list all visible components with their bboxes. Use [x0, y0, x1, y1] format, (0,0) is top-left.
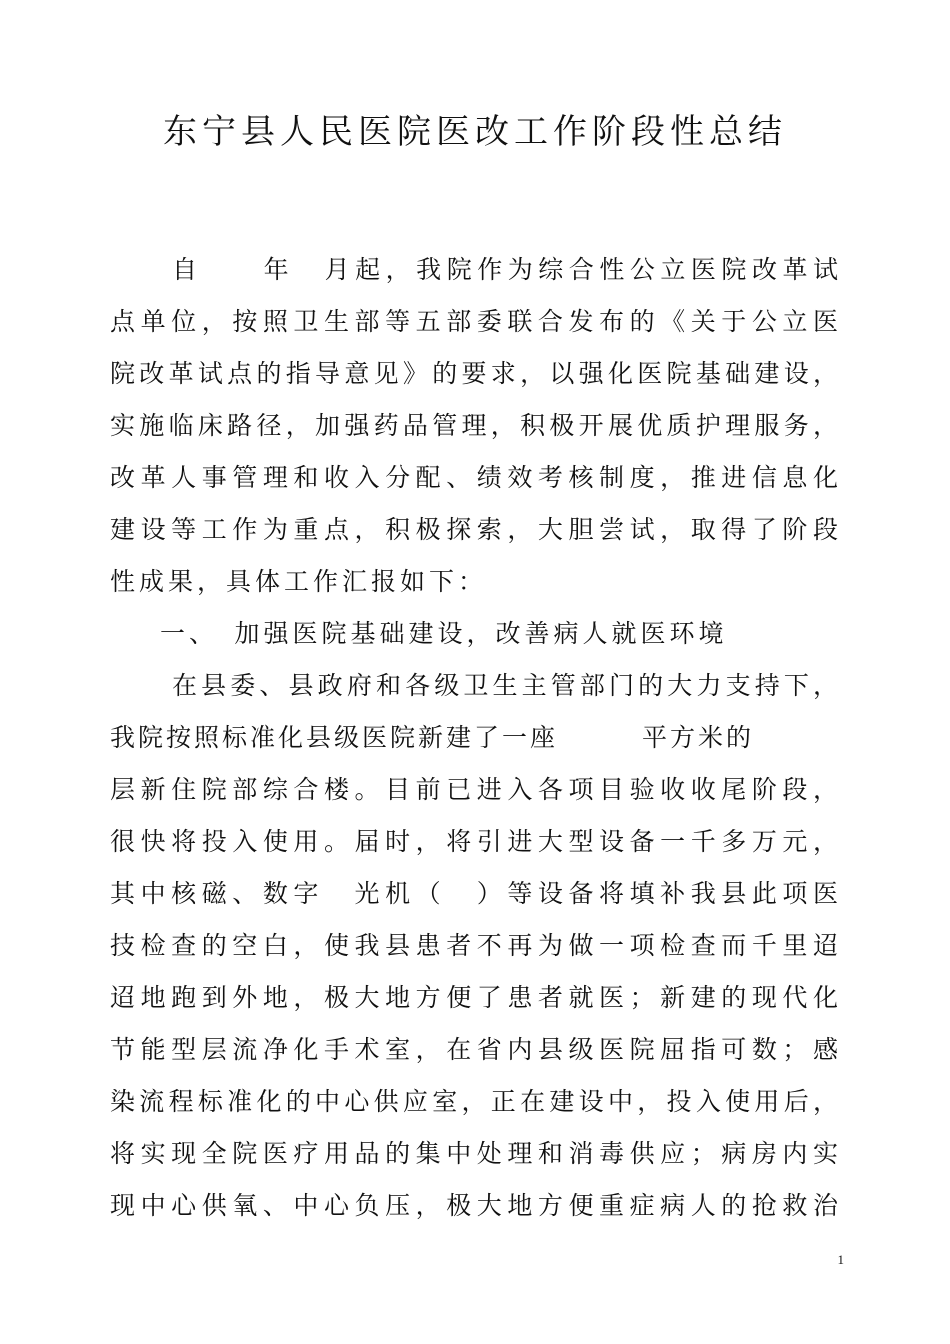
- paragraph-2-line-2: 我院按照标准化县级医院新建了一座 平方米的: [110, 723, 755, 752]
- paragraph-2-line-1: 在县委、县政府和各级卫生主管部门的大力支持下，: [172, 671, 838, 700]
- paragraph-2-line-7: 迢地跑到外地，极大地方便了患者就医；新建的现代化: [110, 983, 838, 1012]
- paragraph-2-line-5: 其中核磁、数字 光机（ ）等设备将填补我县此项医: [110, 879, 838, 908]
- paragraph-2-line-6: 技检查的空白，使我县患者不再为做一项检查而千里迢: [110, 931, 838, 960]
- paragraph-1-line-3: 院改革试点的指导意见》的要求，以强化医院基础建设，: [110, 359, 838, 388]
- page-number: 1: [837, 1252, 844, 1267]
- paragraph-1-line-7: 性成果，具体工作汇报如下：: [110, 567, 488, 596]
- paragraph-1-line-6: 建设等工作为重点，积极探索，大胆尝试，取得了阶段: [110, 515, 838, 544]
- paragraph-2-line-4: 很快将投入使用。届时，将引进大型设备一千多万元，: [110, 827, 838, 856]
- paragraph-2-line-9: 染流程标准化的中心供应室，正在建设中，投入使用后，: [110, 1087, 838, 1116]
- paragraph-2-line-8: 节能型层流净化手术室，在省内县级医院屈指可数；感: [110, 1035, 838, 1064]
- paragraph-1-line-5: 改革人事管理和收入分配、绩效考核制度，推进信息化: [110, 463, 838, 492]
- paragraph-2-line-10: 将实现全院医疗用品的集中处理和消毒供应；病房内实: [110, 1139, 838, 1168]
- paragraph-1-line-4: 实施临床路径，加强药品管理，积极开展优质护理服务，: [110, 411, 838, 440]
- section-heading-1: 一、 加强医院基础建设，改善病人就医环境: [160, 619, 728, 648]
- paragraph-1-line-2: 点单位，按照卫生部等五部委联合发布的《关于公立医: [110, 307, 838, 336]
- paragraph-1-line-1: 自 年 月起，我院作为综合性公立医院改革试: [172, 255, 838, 284]
- paragraph-2-line-3: 层新住院部综合楼。目前已进入各项目验收收尾阶段，: [110, 775, 838, 804]
- document-title: 东宁县人民医院医改工作阶段性总结: [163, 112, 787, 152]
- paragraph-2-line-11: 现中心供氧、中心负压，极大地方便重症病人的抢救治: [110, 1191, 838, 1220]
